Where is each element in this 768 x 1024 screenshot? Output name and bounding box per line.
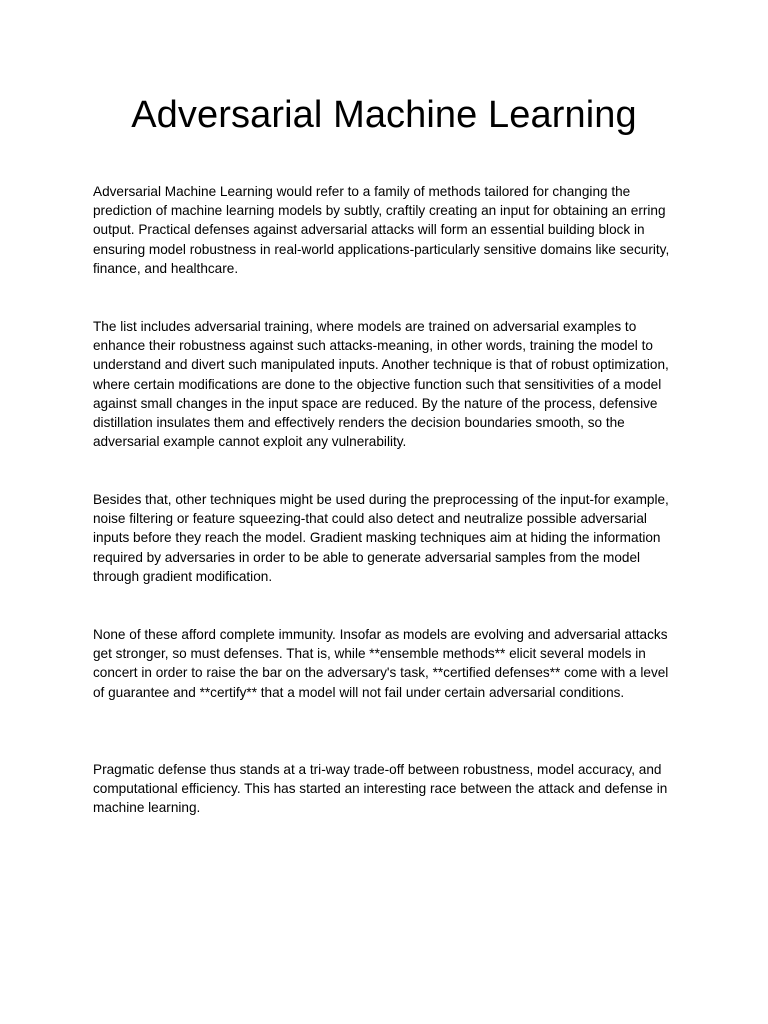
- paragraph-limitations: None of these afford complete immunity. Insofar as models are evolving and adversarial attacks get stronger, so must defenses. That is, while **ensemble methods** elicit several models in concert in order to raise the bar on the adversary's task, **certified defenses** come with a level of guarantee and **certify** that a model will not fail under certain adversarial conditions.: [93, 627, 669, 700]
- document-title: Adversarial Machine Learning: [131, 94, 637, 136]
- paragraph-preprocessing: Besides that, other techniques might be used during the preprocessing of the input-for example, noise filtering or feature squeezing-that could also detect and neutralize possible adversarial inputs before they reach the model. Gradient masking techniques aim at hiding the information required by adversaries in order to be able to generate adversarial samples from the model through gradient modification.: [93, 492, 669, 584]
- paragraph-conclusion: Pragmatic defense thus stands at a tri-way trade-off between robustness, model accuracy, and computational efficiency. This has started an interesting race between the attack and defense in machine learning.: [93, 762, 668, 816]
- paragraph-intro: Adversarial Machine Learning would refer to a family of methods tailored for changing the prediction of machine learning models by subtly, craftily creating an input for obtaining an erring output. Practical defenses against adversarial attacks will form an essential building block in ensuring model robustness in real-world applications-particularly sensitive domains like security, finance, and healthcare.: [93, 184, 670, 276]
- paragraph-training-techniques: The list includes adversarial training, where models are trained on adversarial examples to enhance their robustness against such attacks-meaning, in other words, training the model to understand and divert such manipulated inputs. Another technique is that of robust optimization, where certain modifications are done to the objective function such that sensitivities of a model against small changes in the input space are reduced. By the nature of the process, defensive distillation insulates them and effectively renders the decision boundaries smooth, so the adversarial example cannot exploit any vulnerability.: [93, 319, 669, 450]
